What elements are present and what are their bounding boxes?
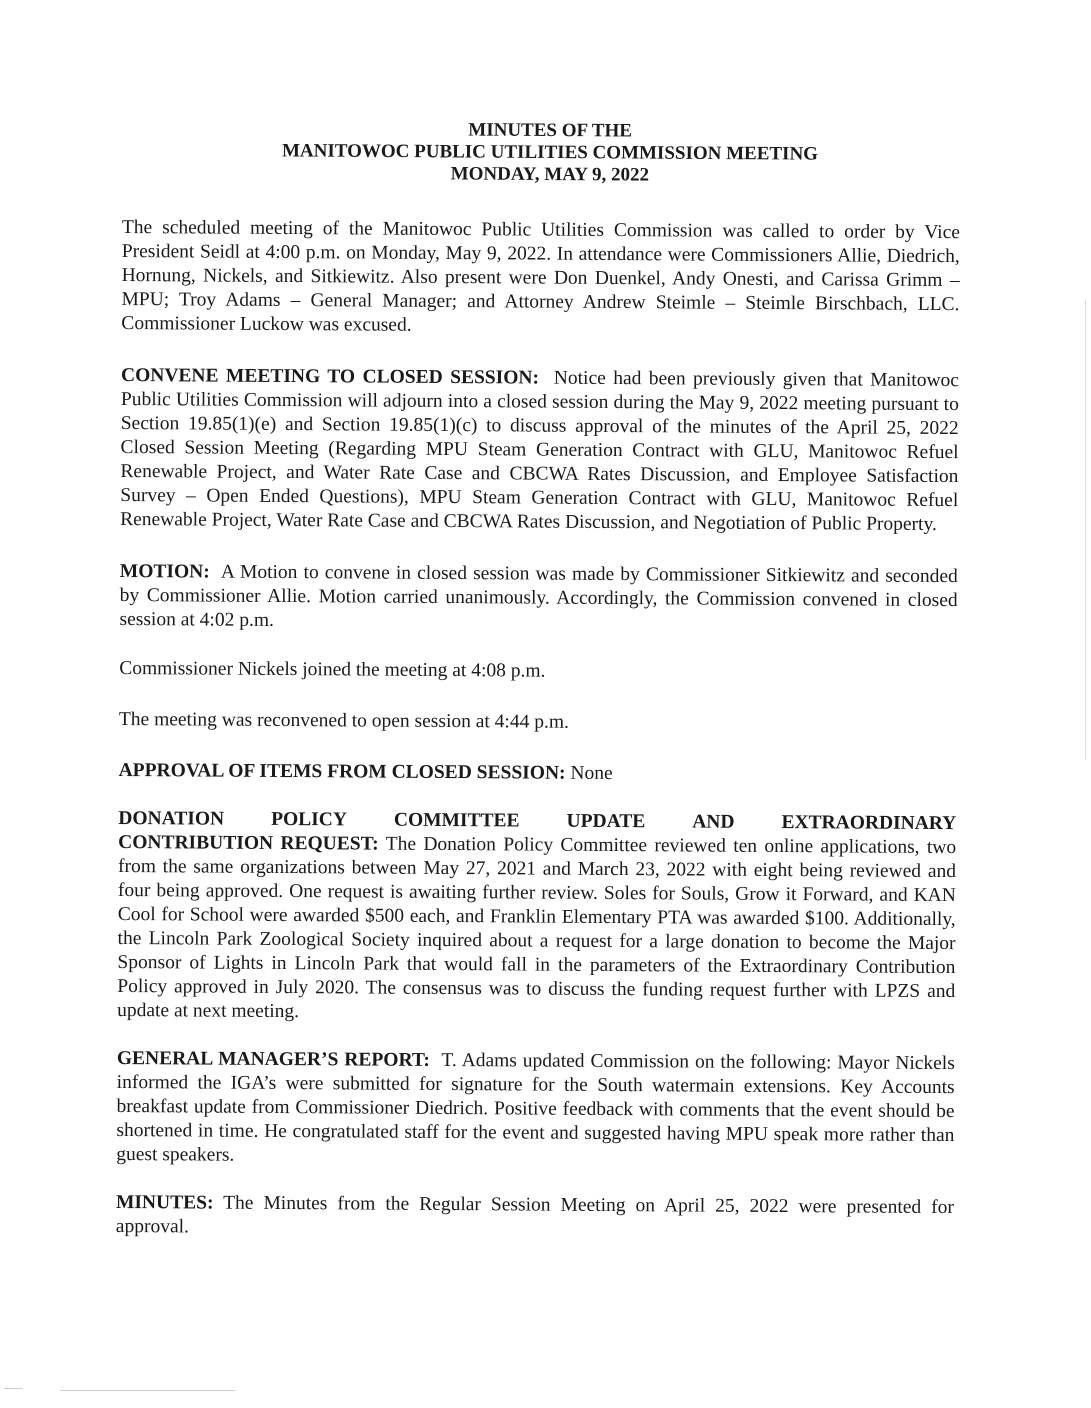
gm-report-text: T. Adams updated Commission on the following: Mayor Nickels informed the IGA’s were submitted for signature for the South watermain extensions. Key Accounts breakfast update from Commissioner Diedrich. Positive feedback with comments that the event should be shortened in time. He congratulated staff for the event and suggested having MPU speak more rather than guest speakers. — [116, 1049, 955, 1166]
donation-body — [117, 831, 956, 1028]
scan-edge-mark — [1085, 300, 1086, 760]
donation-heading-word: DONATION — [118, 807, 225, 830]
document-body — [116, 216, 960, 1244]
title-line-3: MONDAY, MAY 9, 2022 — [450, 163, 650, 186]
donation-text: The Donation Policy Committee reviewed ten online applications, two from the same organizations between May 27, 2021 and March 23, 2022 with eight being reviewed and four being approved. One request is awaiting further review. Soles for Souls, Grow it Forward, and KAN Cool for School were awarded $500 each, and Franklin Elementary PTA was awarded $100. Additionally, the Lincoln Park Zoological Society inquired about a request for a large donation to become the Major Sponsor of Lights in Lincoln Park that would fall in the parameters of the Extraordinary Contribution Policy approved in July 2020. The consensus was to discuss the funding request further with LPZS and update at next meeting. — [117, 833, 957, 1023]
donation-heading-word: AND — [692, 811, 735, 833]
convene-heading: CONVENE MEETING TO CLOSED SESSION: — [120, 364, 540, 389]
minutes-text: The Minutes from the Regular Session Meeting on April 25, 2022 were presented for approval. — [115, 1192, 955, 1238]
nickels-joined-paragraph: Commissioner Nickels joined the meeting at 4:08 p.m. — [119, 657, 546, 682]
motion-paragraph — [119, 560, 957, 637]
donation-paragraph — [117, 807, 956, 1028]
motion-heading: MOTION: — [119, 560, 210, 583]
convene-paragraph — [120, 364, 959, 537]
convene-text: Notice had been previously given that Manitowoc Public Utilities Commission will adjourn into a closed session during the May 9, 2022 meeting pursuant to Section 19.85(1)(e) and Section 19.85(1)(c) to discuss approval of the minutes of the April 25, 2022 Closed Session Meeting (Regarding MPU Steam Generation Contract with GLU, Manitowoc Refuel Renewable Project, and Water Rate Case and CBCWA Rates Discussion, and Employee Satisfaction Survey – Open Ended Questions), MPU Steam Generation Contract with GLU, Manitowoc Refuel Renewable Project, Water Rate Case and CBCWA Rates Discussion, and Negotiation of Public Property. — [120, 367, 960, 535]
approval-paragraph — [119, 759, 957, 788]
title-line-1: MINUTES OF THE — [468, 119, 633, 142]
reconvened-paragraph: The meeting was reconvened to open session at 4:44 p.m. — [118, 708, 569, 733]
minutes-heading: MINUTES: — [115, 1191, 214, 1214]
title-line-2: MANITOWOC PUBLIC UTILITIES COMMISSION MEETING — [281, 140, 819, 165]
approval-heading: APPROVAL OF ITEMS FROM CLOSED SESSION: — [118, 759, 566, 784]
minutes-paragraph — [116, 1191, 954, 1244]
donation-heading-word: COMMITTEE — [393, 809, 520, 832]
approval-text: None — [570, 762, 613, 785]
motion-text: A Motion to convene in closed session was made by Commissioner Sitkiewitz and seconded by Commissioner Allie. Motion carried unanimously. Accordingly, the Commission convened in closed session at 4:02 p.m. — [119, 561, 958, 631]
intro-paragraph: The scheduled meeting of the Manitowoc Public Utilities Commission was called to order by Vice President Seidl at 4:00 p.m. on Monday, May 9, 2022. In attendance were Commissioners Allie, Diedrich, Hornung, Nickels, and Sitkiewitz. Also present were Don Duenkel, Andy Onesti, and Carissa Grimm – MPU; Troy Adams – General Manager; and Attorney Andrew Steimle – Steimle Birschbach, LLC. Commissioner Luckow was excused. — [121, 216, 960, 336]
donation-heading-word: UPDATE — [566, 810, 646, 833]
gm-report-paragraph — [116, 1047, 955, 1172]
gm-report-heading: GENERAL MANAGER’S REPORT: — [116, 1047, 431, 1071]
donation-heading-line-2: CONTRIBUTION REQUEST: — [118, 831, 379, 855]
donation-heading-word: POLICY — [271, 808, 348, 831]
document-title — [0, 117, 1091, 190]
scan-edge-mark — [60, 1390, 235, 1391]
scan-edge-mark — [4, 1388, 22, 1389]
donation-heading-word: EXTRAORDINARY — [781, 812, 957, 835]
